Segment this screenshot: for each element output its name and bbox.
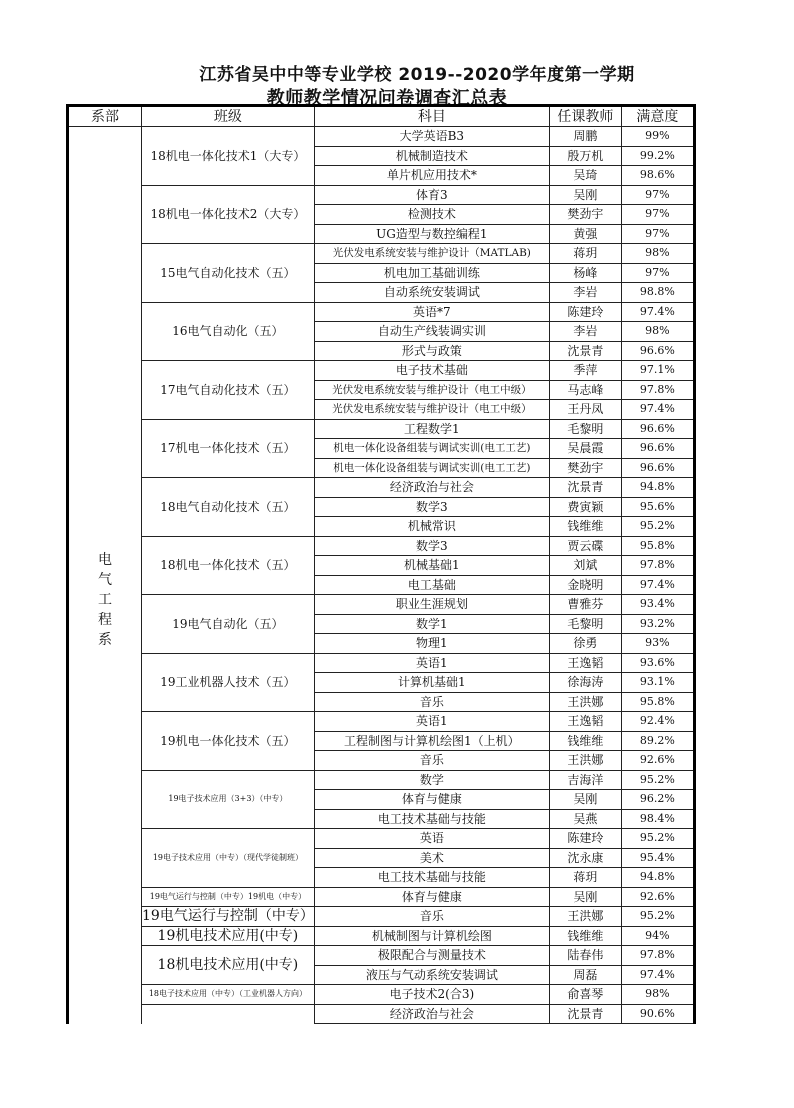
table-row [68, 712, 695, 732]
subject-cell: 职业生涯规划 [314, 595, 549, 615]
table-row [68, 653, 695, 673]
satisfaction-cell: 94% [621, 926, 694, 946]
subject-cell: 美术 [314, 848, 549, 868]
class-cell: 19工业机器人技术（五） [142, 653, 315, 712]
satisfaction-cell: 97.8% [621, 946, 694, 966]
satisfaction-cell: 97.8% [621, 556, 694, 576]
table-header-row [68, 106, 695, 127]
subject-cell: 数学3 [314, 497, 549, 517]
subject-cell: 体育与健康 [314, 790, 549, 810]
class-cell: 18机电技术应用(中专) [142, 946, 315, 985]
teacher-cell: 毛黎明 [549, 419, 621, 439]
teacher-cell: 吴刚 [549, 887, 621, 907]
teacher-cell: 沈景青 [549, 1004, 621, 1024]
satisfaction-cell: 97% [621, 185, 694, 205]
satisfaction-cell: 97.1% [621, 361, 694, 381]
table-row [68, 595, 695, 615]
subject-cell: 经济政治与社会 [314, 478, 549, 498]
department-label: 电 气 工 程 系 [98, 552, 112, 649]
teacher-cell: 殷万机 [549, 146, 621, 166]
satisfaction-cell: 97% [621, 205, 694, 225]
class-cell: 18机电一体化技术（五） [142, 536, 315, 595]
table-row [68, 907, 695, 927]
subject-cell: 单片机应用技术* [314, 166, 549, 186]
subject-cell: 英语1 [314, 712, 549, 732]
teacher-cell: 蒋玥 [549, 244, 621, 264]
teacher-cell: 李岩 [549, 322, 621, 342]
class-cell: 18机电一体化技术1（大专） [142, 127, 315, 186]
satisfaction-cell: 96.6% [621, 419, 694, 439]
class-cell: 19电气自动化（五） [142, 595, 315, 654]
table-row [68, 829, 695, 849]
teacher-cell: 马志峰 [549, 380, 621, 400]
subject-cell: 体育3 [314, 185, 549, 205]
subject-cell: 形式与政策 [314, 341, 549, 361]
class-cell: 18电子技术应用（中专）（工业机器人方向） [142, 985, 315, 1005]
class-cell [142, 1004, 315, 1024]
teacher-cell: 陆春伟 [549, 946, 621, 966]
teacher-cell: 王逸韬 [549, 653, 621, 673]
header-subject: 科目 [314, 106, 549, 127]
table-row [68, 361, 695, 381]
satisfaction-cell: 92.4% [621, 712, 694, 732]
table-row [68, 185, 695, 205]
table-row [68, 419, 695, 439]
subject-cell: 机电一体化设备组装与调试实训(电工工艺) [314, 439, 549, 459]
subject-cell: 机械制图与计算机绘图 [314, 926, 549, 946]
class-cell: 18机电一体化技术2（大专） [142, 185, 315, 244]
subject-cell: 电工技术基础与技能 [314, 868, 549, 888]
satisfaction-cell: 98% [621, 322, 694, 342]
satisfaction-cell: 96.6% [621, 458, 694, 478]
subject-cell: 数学3 [314, 536, 549, 556]
satisfaction-cell: 94.8% [621, 868, 694, 888]
class-cell: 19机电技术应用(中专) [142, 926, 315, 946]
teacher-cell: 陈建玲 [549, 829, 621, 849]
subject-cell: 液压与气动系统安装调试 [314, 965, 549, 985]
subject-cell: 数学1 [314, 614, 549, 634]
satisfaction-cell: 97% [621, 263, 694, 283]
teacher-cell: 李岩 [549, 283, 621, 303]
teacher-cell: 吴刚 [549, 185, 621, 205]
subject-cell: 电子技术基础 [314, 361, 549, 381]
satisfaction-cell: 95.2% [621, 517, 694, 537]
teacher-cell: 贾云碟 [549, 536, 621, 556]
subject-cell: 机械制造技术 [314, 146, 549, 166]
teacher-cell: 沈景青 [549, 478, 621, 498]
class-cell: 19电气运行与控制（中专）19机电（中专） [142, 887, 315, 907]
satisfaction-cell: 96.2% [621, 790, 694, 810]
subject-cell: 数学 [314, 770, 549, 790]
satisfaction-cell: 98.6% [621, 166, 694, 186]
teacher-cell: 吴晨霞 [549, 439, 621, 459]
satisfaction-cell: 97% [621, 224, 694, 244]
satisfaction-cell: 95.6% [621, 497, 694, 517]
teacher-cell: 金晓明 [549, 575, 621, 595]
header-teacher: 任课教师 [549, 106, 621, 127]
class-cell: 16电气自动化（五） [142, 302, 315, 361]
header-dept: 系部 [68, 106, 142, 127]
class-cell: 19电子技术应用（中专）（现代学徒制班） [142, 829, 315, 888]
satisfaction-cell: 92.6% [621, 887, 694, 907]
satisfaction-cell: 95.2% [621, 907, 694, 927]
document-subtitle: 教师教学情况问卷调查汇总表 [266, 88, 508, 109]
satisfaction-cell: 97.4% [621, 965, 694, 985]
teacher-cell: 季萍 [549, 361, 621, 381]
teacher-cell: 王洪娜 [549, 907, 621, 927]
table-row [68, 127, 695, 147]
document-title: 江苏省吴中中等专业学校 2019--2020学年度第一学期 [199, 65, 635, 85]
table-row [68, 536, 695, 556]
satisfaction-cell: 97.4% [621, 400, 694, 420]
class-cell: 19机电一体化技术（五） [142, 712, 315, 771]
satisfaction-cell: 98% [621, 244, 694, 264]
teacher-cell: 刘斌 [549, 556, 621, 576]
teacher-cell: 王洪娜 [549, 751, 621, 771]
teacher-cell: 徐勇 [549, 634, 621, 654]
satisfaction-cell: 97.4% [621, 302, 694, 322]
teacher-cell: 吉海洋 [549, 770, 621, 790]
table-row [68, 244, 695, 264]
satisfaction-cell: 93.6% [621, 653, 694, 673]
subject-cell: 自动系统安装调试 [314, 283, 549, 303]
subject-cell: 大学英语B3 [314, 127, 549, 147]
subject-cell: 英语 [314, 829, 549, 849]
department-cell [68, 127, 142, 1024]
satisfaction-cell: 98.8% [621, 283, 694, 303]
teacher-cell: 吴燕 [549, 809, 621, 829]
satisfaction-cell: 93.2% [621, 614, 694, 634]
subject-cell: 电工技术基础与技能 [314, 809, 549, 829]
subject-cell: UG造型与数控编程1 [314, 224, 549, 244]
subject-cell: 音乐 [314, 751, 549, 771]
teacher-cell: 蒋玥 [549, 868, 621, 888]
table-row [68, 946, 695, 966]
teacher-cell: 徐海涛 [549, 673, 621, 693]
satisfaction-cell: 95.2% [621, 829, 694, 849]
teacher-cell: 王洪娜 [549, 692, 621, 712]
satisfaction-cell: 96.6% [621, 439, 694, 459]
subject-cell: 物理1 [314, 634, 549, 654]
teacher-cell: 曹雅芬 [549, 595, 621, 615]
satisfaction-cell: 93% [621, 634, 694, 654]
subject-cell: 英语1 [314, 653, 549, 673]
class-cell: 15电气自动化技术（五） [142, 244, 315, 303]
teacher-cell: 王逸韬 [549, 712, 621, 732]
subject-cell: 机电加工基础训练 [314, 263, 549, 283]
table-row [68, 926, 695, 946]
teacher-cell: 陈建玲 [549, 302, 621, 322]
subject-cell: 音乐 [314, 907, 549, 927]
satisfaction-cell: 93.1% [621, 673, 694, 693]
teacher-cell: 钱维维 [549, 517, 621, 537]
satisfaction-cell: 99% [621, 127, 694, 147]
teacher-cell: 黄强 [549, 224, 621, 244]
satisfaction-cell: 97.8% [621, 380, 694, 400]
teacher-cell: 吴琦 [549, 166, 621, 186]
header-class: 班级 [142, 106, 315, 127]
teacher-cell: 杨峰 [549, 263, 621, 283]
table-row [68, 478, 695, 498]
teacher-cell: 周鹏 [549, 127, 621, 147]
table-row [68, 985, 695, 1005]
subject-cell: 体育与健康 [314, 887, 549, 907]
teacher-cell: 沈景青 [549, 341, 621, 361]
subject-cell: 经济政治与社会 [314, 1004, 549, 1024]
satisfaction-cell: 97.4% [621, 575, 694, 595]
subject-cell: 工程数学1 [314, 419, 549, 439]
satisfaction-cell: 95.8% [621, 536, 694, 556]
subject-cell: 极限配合与测量技术 [314, 946, 549, 966]
subject-cell: 计算机基础1 [314, 673, 549, 693]
subject-cell: 光伏发电系统安装与维护设计（电工中级） [314, 380, 549, 400]
teacher-cell: 周磊 [549, 965, 621, 985]
survey-summary-table [66, 104, 696, 1024]
header-satisfaction: 满意度 [621, 106, 694, 127]
class-cell: 19电气运行与控制（中专） [142, 908, 314, 925]
teacher-cell: 沈永康 [549, 848, 621, 868]
satisfaction-cell: 95.8% [621, 692, 694, 712]
subject-cell: 工程制图与计算机绘图1（上机） [314, 731, 549, 751]
subject-cell: 检测技术 [314, 205, 549, 225]
satisfaction-cell: 94.8% [621, 478, 694, 498]
subject-cell: 光伏发电系统安装与维护设计（电工中级） [314, 400, 549, 420]
satisfaction-cell: 95.4% [621, 848, 694, 868]
satisfaction-cell: 89.2% [621, 731, 694, 751]
subject-cell: 电子技术2(合3) [314, 985, 549, 1005]
satisfaction-cell: 95.2% [621, 770, 694, 790]
subject-cell: 自动生产线装调实训 [314, 322, 549, 342]
satisfaction-cell: 93.4% [621, 595, 694, 615]
subject-cell: 机电一体化设备组装与调试实训(电工工艺) [314, 458, 549, 478]
table-row [68, 302, 695, 322]
subject-cell: 音乐 [314, 692, 549, 712]
teacher-cell: 樊劲宇 [549, 205, 621, 225]
table-row [68, 1004, 695, 1024]
teacher-cell: 毛黎明 [549, 614, 621, 634]
satisfaction-cell: 92.6% [621, 751, 694, 771]
table-row [68, 770, 695, 790]
teacher-cell: 王丹凤 [549, 400, 621, 420]
teacher-cell: 钱维维 [549, 731, 621, 751]
teacher-cell: 钱维维 [549, 926, 621, 946]
satisfaction-cell: 90.6% [621, 1004, 694, 1024]
class-cell: 18电气自动化技术（五） [142, 478, 315, 537]
satisfaction-cell: 96.6% [621, 341, 694, 361]
class-cell: 17机电一体化技术（五） [142, 419, 315, 478]
satisfaction-cell: 98% [621, 985, 694, 1005]
subject-cell: 机械基础1 [314, 556, 549, 576]
class-cell: 19电子技术应用（3+3）（中专） [142, 770, 315, 829]
subject-cell: 英语*7 [314, 302, 549, 322]
teacher-cell: 俞喜琴 [549, 985, 621, 1005]
satisfaction-cell: 98.4% [621, 809, 694, 829]
subject-cell: 光伏发电系统安装与维护设计（MATLAB) [314, 244, 549, 264]
satisfaction-cell: 99.2% [621, 146, 694, 166]
subject-cell: 机械常识 [314, 517, 549, 537]
subject-cell: 电工基础 [314, 575, 549, 595]
teacher-cell: 吴刚 [549, 790, 621, 810]
teacher-cell: 樊劲宇 [549, 458, 621, 478]
table-row [68, 887, 695, 907]
class-cell: 17电气自动化技术（五） [142, 361, 315, 420]
teacher-cell: 费寅颖 [549, 497, 621, 517]
